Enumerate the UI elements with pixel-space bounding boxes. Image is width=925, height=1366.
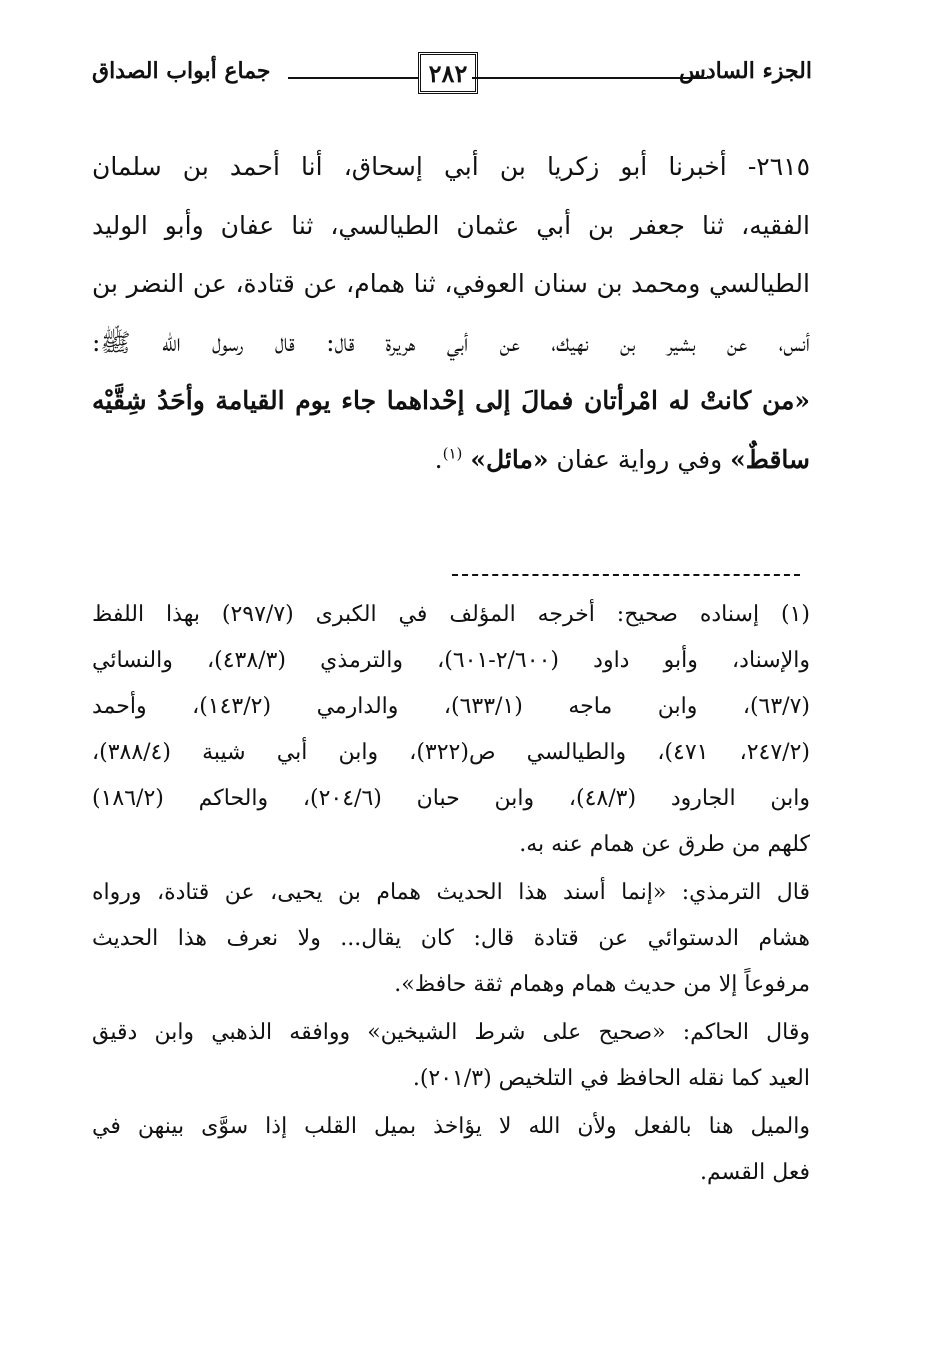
header-rule-right: [472, 77, 707, 79]
narration-note: وفي رواية عفان: [548, 444, 731, 474]
page-number: ٢٨٢: [418, 52, 478, 94]
main-line: أنس، عن بشير بن نهيك، عن أبي هريرة قال: قال رسول الله ﷺ:: [92, 327, 810, 357]
footnote-hakim: [92, 1010, 810, 1102]
footnote-separator: [452, 574, 800, 576]
footnote-line: هشام الدستوائي عن قتادة قال: كان يقال... ولا نعرف هذا الحديث: [92, 926, 810, 951]
running-header: [92, 52, 812, 102]
footnote-line: والإسناد، وأبو داود (٢/٦٠٠-٦٠١)، والترمذي (٤٣٨/٣)، والنسائي: [92, 648, 810, 673]
footnote-1: [92, 592, 810, 868]
footnote-line: كلهم من طرق عن همام عنه به.: [519, 832, 810, 857]
hadith-ending: [92, 431, 810, 490]
footnote-line: وقال الحاكم: «صحيح على شرط الشيخين» ووافقه الذهبي وابن دقيق: [92, 1020, 810, 1045]
header-rule-left: [288, 77, 418, 79]
footnote-line: فعل القسم.: [700, 1160, 810, 1185]
footnote-line: (٦٣/٧)، وابن ماجه (٦٣٣/١)، والدارمي (١٤٣/٢)، وأحمد: [92, 694, 810, 719]
main-line: ٢٦١٥- أخبرنا أبو زكريا بن أبي إسحاق، أنا أحمد بن سلمان: [92, 152, 810, 181]
volume-title: الجزء السادس: [679, 58, 812, 84]
main-line: الطيالسي ومحمد بن سنان العوفي، ثنا همام، عن قتادة، عن النضر بن: [92, 269, 810, 298]
footnote-line: (١) إسناده صحيح: أخرجه المؤلف في الكبرى (٢٩٧/٧) بهذا اللفظ: [92, 602, 810, 627]
footnote-line: (٢٤٧/٢، ٤٧١)، والطيالسي ص(٣٢٢)، وابن أبي شيبة (٣٨٨/٤)،: [92, 740, 810, 765]
hadith-bold-end: ساقطٌ»: [730, 444, 810, 474]
footnotes: [92, 592, 810, 1196]
chapter-title: جماع أبواب الصداق: [92, 58, 271, 84]
footnote-line: العيد كما نقله الحافظ في التلخيص (٢٠١/٣).: [412, 1066, 810, 1091]
footnote-line: مرفوعاً إلا من حديث همام وهمام ثقة حافظ».: [394, 972, 810, 997]
hadith-text: «من كانتْ له امْرأتان فمالَ إلى إحْداهما جاء يوم القيامة وأحَدُ شِقَّيْه: [92, 386, 810, 415]
footnote-reference[interactable]: (١): [442, 444, 463, 463]
main-line: الفقيه، ثنا جعفر بن أبي عثمان الطيالسي، ثنا عفان وأبو الوليد: [92, 210, 810, 240]
variant-word: «مائل»: [470, 444, 549, 474]
footnote-mayl: [92, 1104, 810, 1196]
main-text: [92, 138, 810, 489]
footnote-line: وابن الجارود (٤٨/٣)، وابن حبان (٢٠٤/٦)، والحاكم (١٨٦/٢): [92, 786, 810, 811]
final-period: .: [434, 444, 443, 474]
footnote-line: قال الترمذي: «إنما أسند هذا الحديث همام بن يحيى، عن قتادة، ورواه: [92, 880, 810, 905]
footnote-tirmidhi: [92, 870, 810, 1008]
footnote-line: والميل هنا بالفعل ولأن الله لا يؤاخذ بميل القلب إذا سوَّى بينهن في: [92, 1114, 810, 1139]
